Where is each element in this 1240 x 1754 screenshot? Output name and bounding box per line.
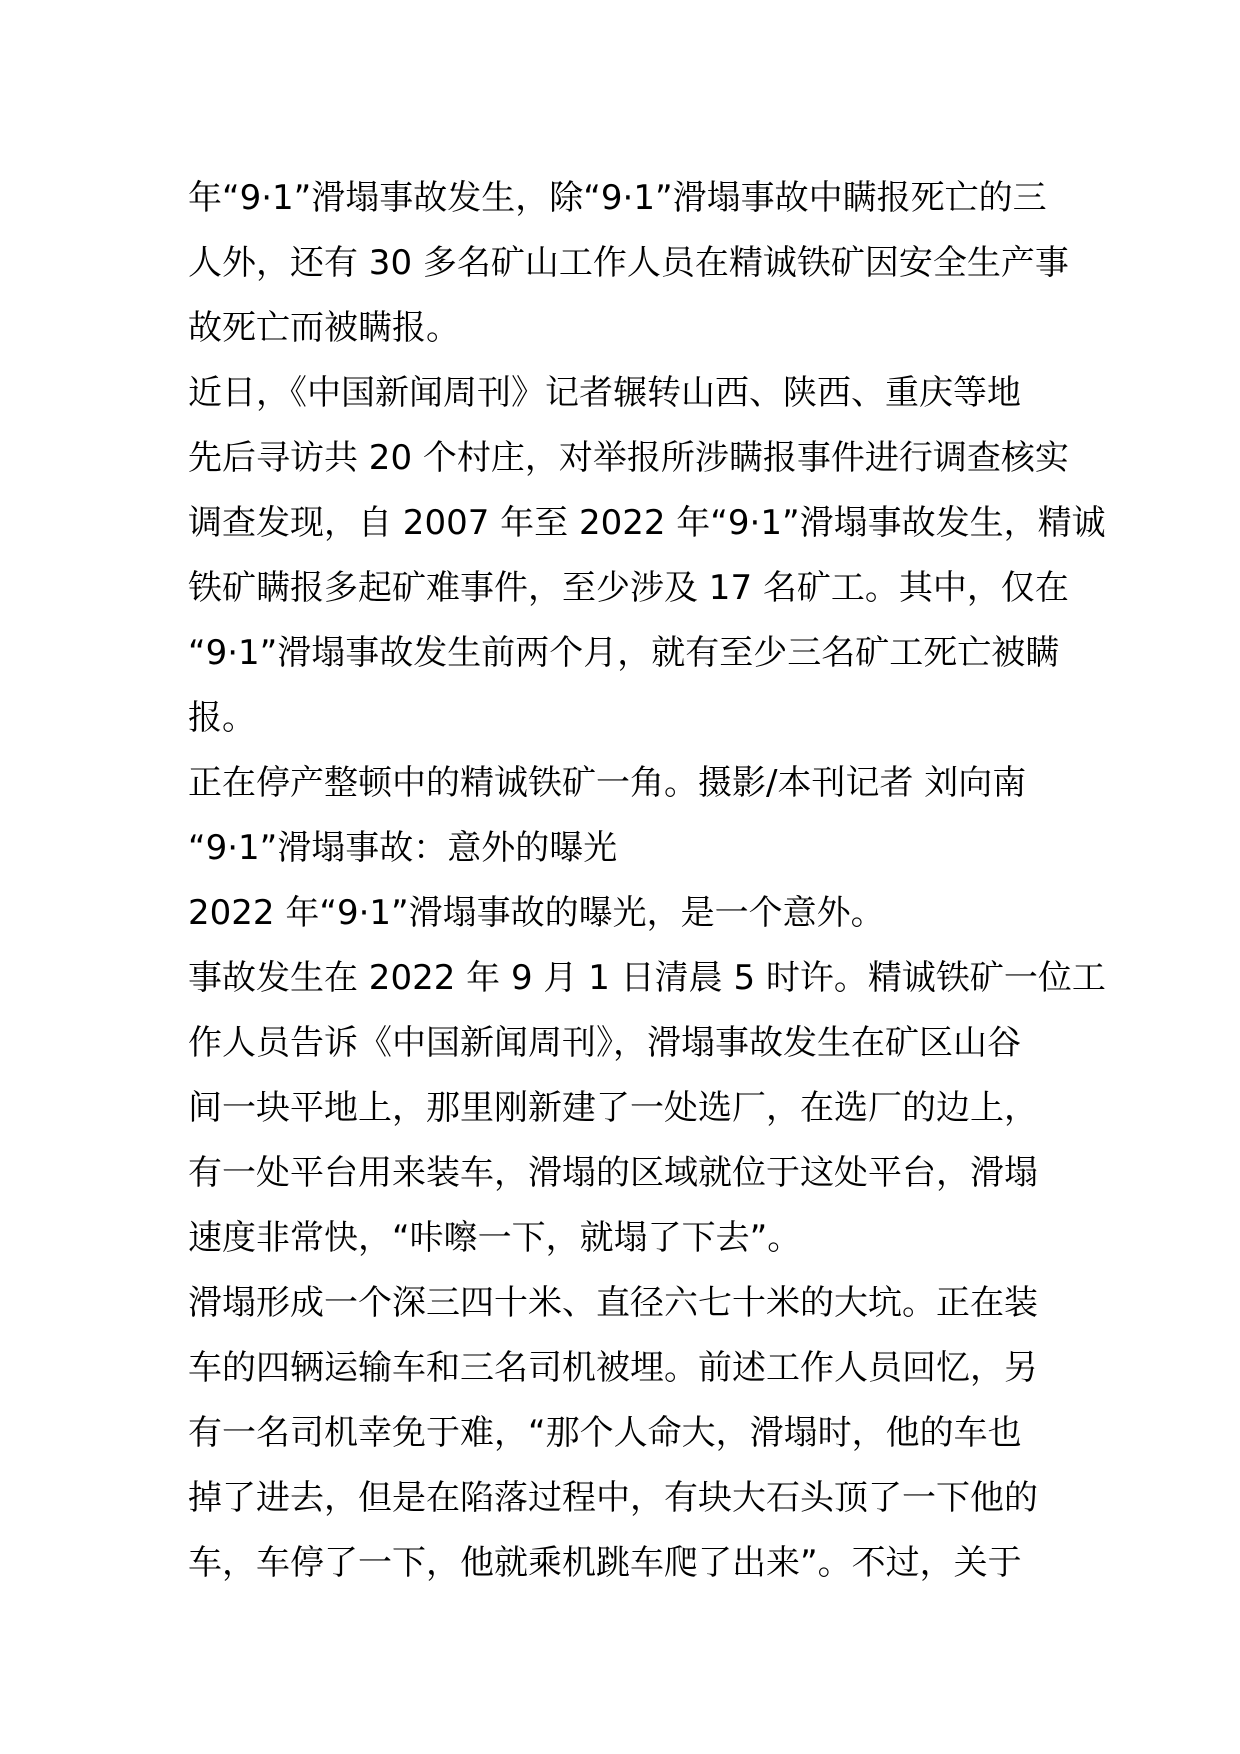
text-line: 有一名司机幸免于难，“那个人命大，滑塌时，他的车也 [188,1413,1022,1453]
text-line: “9·1”滑塌事故发生前两个月，就有至少三名矿工死亡被瞒 [188,633,1060,673]
text-line: 人外，还有 30 多名矿山工作人员在精诚铁矿因安全生产事 [188,243,1069,283]
article-body [188,166,1106,1596]
text-line: 先后寻访共 20 个村庄，对举报所涉瞒报事件进行调查核实 [188,438,1069,478]
text-line: 2022 年“9·1”滑塌事故的曝光，是一个意外。 [188,893,885,933]
section-heading: “9·1”滑塌事故：意外的曝光 [188,828,618,868]
text-line: 铁矿瞒报多起矿难事件，至少涉及 17 名矿工。其中，仅在 [188,568,1069,608]
text-line: 车的四辆运输车和三名司机被埋。前述工作人员回忆，另 [188,1348,1038,1388]
text-line: 有一处平台用来装车，滑塌的区域就位于这处平台，滑塌 [188,1153,1038,1193]
text-line: 车，车停了一下，他就乘机跳车爬了出来”。不过，关于 [188,1543,1022,1583]
text-line: 作人员告诉《中国新闻周刊》，滑塌事故发生在矿区山谷 [188,1023,1021,1063]
text-line: 间一块平地上，那里刚新建了一处选厂，在选厂的边上， [188,1088,1038,1128]
text-line: 速度非常快，“咔嚓一下，就塌了下去”。 [188,1218,802,1258]
text-line: 故死亡而被瞒报。 [188,308,460,348]
text-line: 调查发现，自 2007 年至 2022 年“9·1”滑塌事故发生，精诚 [188,503,1106,543]
text-line: 近日，《中国新闻周刊》记者辗转山西、陕西、重庆等地 [188,373,1021,413]
photo-caption: 正在停产整顿中的精诚铁矿一角。摄影/本刊记者 刘向南 [188,763,1027,803]
text-line: 事故发生在 2022 年 9 月 1 日清晨 5 时许。精诚铁矿一位工 [188,958,1106,998]
text-line: 年“9·1”滑塌事故发生，除“9·1”滑塌事故中瞒报死亡的三 [188,178,1047,218]
text-line: 滑塌形成一个深三四十米、直径六七十米的大坑。正在装 [188,1283,1038,1323]
text-line: 掉了进去，但是在陷落过程中，有块大石头顶了一下他的 [188,1478,1038,1518]
text-line: 报。 [188,698,256,738]
